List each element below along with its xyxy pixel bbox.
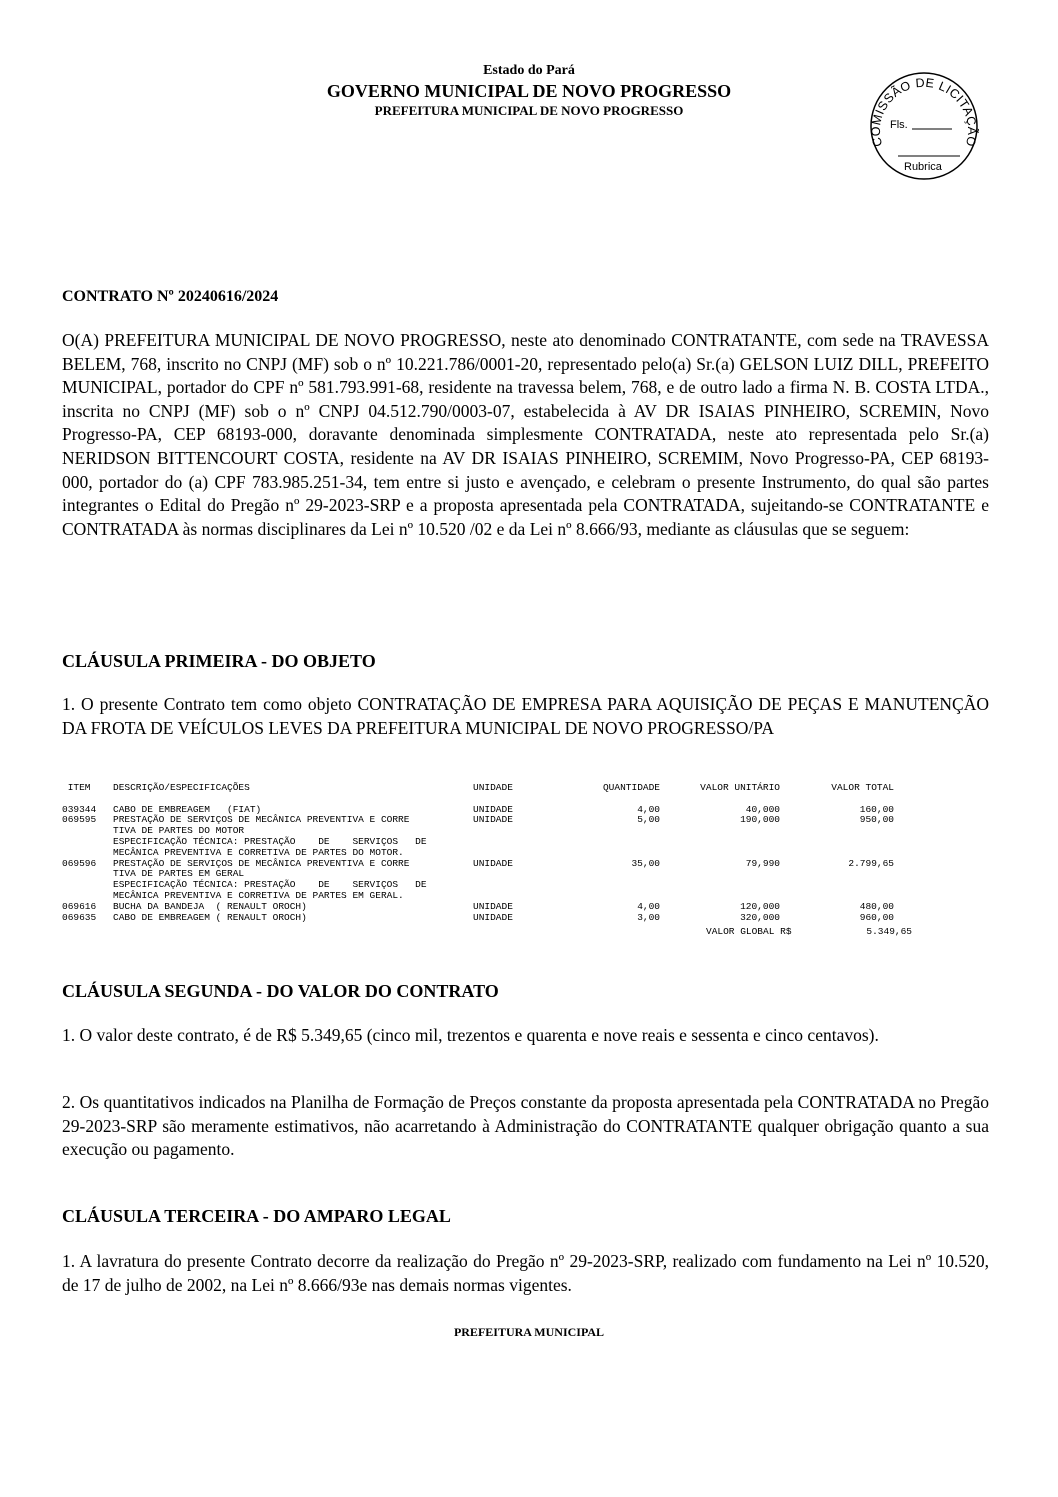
items-table	[62, 783, 962, 938]
stamp-fls-label: Fls.	[890, 119, 908, 131]
item-quantity: 35,00	[631, 857, 660, 869]
item-unit: UNIDADE	[473, 803, 513, 815]
item-description: TIVA DE PARTES EM GERAL	[113, 868, 245, 880]
clause-1-title: CLÁUSULA PRIMEIRA - DO OBJETO	[62, 651, 376, 671]
global-value: 5.349,65	[866, 926, 912, 938]
item-unit-value: 120,000	[740, 900, 780, 912]
item-unit-value: 320,000	[740, 911, 780, 923]
item-description: ESPECIFICAÇÃO TÉCNICA: PRESTAÇÃO DE SERVIÇOS DE	[113, 835, 427, 847]
item-quantity: 5,00	[637, 814, 660, 826]
clause-2-paragraph-1: 1. O valor deste contrato, é de R$ 5.349,65 (cinco mil, trezentos e quarenta e nove reais e sessenta e cinco centavos).	[62, 1025, 879, 1045]
header-item: ITEM	[62, 782, 91, 793]
item-description: CABO DE EMBREAGEM (FIAT)	[113, 803, 262, 815]
clause-1-text: 1. O presente Contrato tem como objeto CONTRATAÇÃO DE EMPRESA PARA AQUISIÇÃO DE PEÇAS E MANUTENÇÃO DA FROTA DE VEÍCULOS LEVES DA PREFEITURA MUNICIPAL DE NOVO PROGRESSO/PA	[62, 694, 989, 738]
item-total-value: 160,00	[859, 803, 894, 815]
item-unit: UNIDADE	[473, 857, 513, 869]
item-quantity: 4,00	[637, 900, 660, 912]
item-description: TIVA DE PARTES DO MOTOR	[113, 825, 245, 837]
item-code: 069635	[62, 911, 97, 923]
header-total-value: VALOR TOTAL	[831, 782, 894, 793]
table-row	[62, 902, 962, 913]
item-unit: UNIDADE	[473, 814, 513, 826]
licitacao-commission-stamp	[868, 70, 980, 182]
item-total-value: 2.799,65	[848, 857, 894, 869]
item-description: MECÂNICA PREVENTIVA E CORRETIVA DE PARTES EM GERAL.	[113, 889, 404, 901]
table-row	[62, 848, 962, 859]
global-value-label: VALOR GLOBAL R$	[706, 926, 792, 938]
page-footer: PREFEITURA MUNICIPAL	[453, 1325, 605, 1339]
item-description: PRESTAÇÃO DE SERVIÇOS DE MECÂNICA PREVENTIVA E CORRE	[113, 814, 410, 826]
item-unit: UNIDADE	[473, 911, 513, 923]
header-quantity: QUANTIDADE	[602, 782, 660, 793]
state-name: Estado do Pará	[483, 63, 575, 78]
item-unit-value: 190,000	[740, 814, 780, 826]
clause-2-paragraph-2: 2. Os quantitativos indicados na Planilha de Formação de Preços constante da proposta apresentada pela CONTRATADA no Pregão 29-2023-SRP são meramente estimativos, não acarretando à Administração do CONTRATANTE qualquer obrigação quanto a sua execução ou pagamento.	[62, 1092, 989, 1160]
clause-3-title: CLÁUSULA TERCEIRA - DO AMPARO LEGAL	[62, 1206, 451, 1226]
item-code: 069616	[62, 900, 97, 912]
stamp-rubrica-label: Rubrica	[904, 161, 942, 173]
clause-3-paragraph-1: 1. A lavratura do presente Contrato decorre da realização do Pregão nº 29-2023-SRP, realizado com fundamento na Lei nº 10.520, de 17 de julho de 2002, na Lei nº 8.666/93e nas demais normas vigentes.	[62, 1251, 989, 1295]
item-unit-value: 79,990	[745, 857, 780, 869]
header-description: DESCRIÇÃO/ESPECIFICAÇÕES	[113, 782, 250, 793]
table-row	[62, 794, 962, 805]
header-unit: UNIDADE	[473, 782, 513, 793]
government-name: GOVERNO MUNICIPAL DE NOVO PROGRESSO	[326, 81, 732, 101]
intro-paragraph: O(A) PREFEITURA MUNICIPAL DE NOVO PROGRESSO, neste ato denominado CONTRATANTE, com sede na TRAVESSA BELEM, 768, inscrito no CNPJ (MF) sob o nº 10.221.786/0001-20, representado pelo(a) Sr.(a) GELSON LUIZ DILL, PREFEITO MUNICIPAL, portador do CPF nº 581.793.991-68, residente na travessa belem, 768, e de outro lado a firma N. B. COSTA LTDA., inscrita no CNPJ (MF) sob o nº CNPJ 04.512.790/0003-07, estabelecida à AV DR ISAIAS PINHEIRO, SCREMIN, Novo Progresso-PA, CEP 68193-000, doravante denominada simplesmente CONTRATADA, neste ato representada pelo Sr.(a) NERIDSON BITTENCOURT COSTA, residente na AV DR ISAIAS PINHEIRO, SCREMIM, Novo Progresso-PA, CEP 68193-000, portador do (a) CPF 783.985.251-34, tem entre si justo e avençado, e celebram o presente Instrumento, do qual são partes integrantes o Edital do Pregão nº 29-2023-SRP e a proposta apresentada pela CONTRATADA, sujeitando-se CONTRATANTE e CONTRATADA às normas disciplinares da Lei nº 10.520 /02 e da Lei nº 8.666/93, mediante as cláusulas que se seguem:	[62, 330, 989, 539]
item-code: 039344	[62, 803, 97, 815]
item-code: 069596	[62, 857, 97, 869]
item-total-value: 480,00	[859, 900, 894, 912]
item-quantity: 3,00	[637, 911, 660, 923]
clause-2-title: CLÁUSULA SEGUNDA - DO VALOR DO CONTRATO	[62, 981, 499, 1001]
item-total-value: 960,00	[859, 911, 894, 923]
item-description: ESPECIFICAÇÃO TÉCNICA: PRESTAÇÃO DE SERVIÇOS DE	[113, 879, 427, 891]
prefecture-name: PREFEITURA MUNICIPAL DE NOVO PROGRESSO	[374, 103, 684, 118]
item-description: MECÂNICA PREVENTIVA E CORRETIVA DE PARTES DO MOTOR.	[113, 846, 404, 858]
stamp-arc-text: COMISSÃO DE LICITAÇÃO	[868, 75, 980, 149]
item-description: BUCHA DA BANDEJA ( RENAULT OROCH)	[113, 900, 307, 912]
contract-title: CONTRATO Nº 20240616/2024	[62, 288, 279, 305]
global-value-row	[62, 927, 962, 938]
item-unit-value: 40,000	[745, 803, 780, 815]
item-description: PRESTAÇÃO DE SERVIÇOS DE MECÂNICA PREVENTIVA E CORRE	[113, 857, 410, 869]
item-unit: UNIDADE	[473, 900, 513, 912]
item-code: 069595	[62, 814, 97, 826]
item-description: CABO DE EMBREAGEM ( RENAULT OROCH)	[113, 911, 307, 923]
item-quantity: 4,00	[637, 803, 660, 815]
svg-text:COMISSÃO DE LICITAÇÃO	[869, 76, 979, 148]
table-row	[62, 913, 962, 924]
items-table-header	[62, 783, 962, 794]
header-unit-value: VALOR UNITÁRIO	[700, 782, 780, 793]
item-total-value: 950,00	[859, 814, 894, 826]
